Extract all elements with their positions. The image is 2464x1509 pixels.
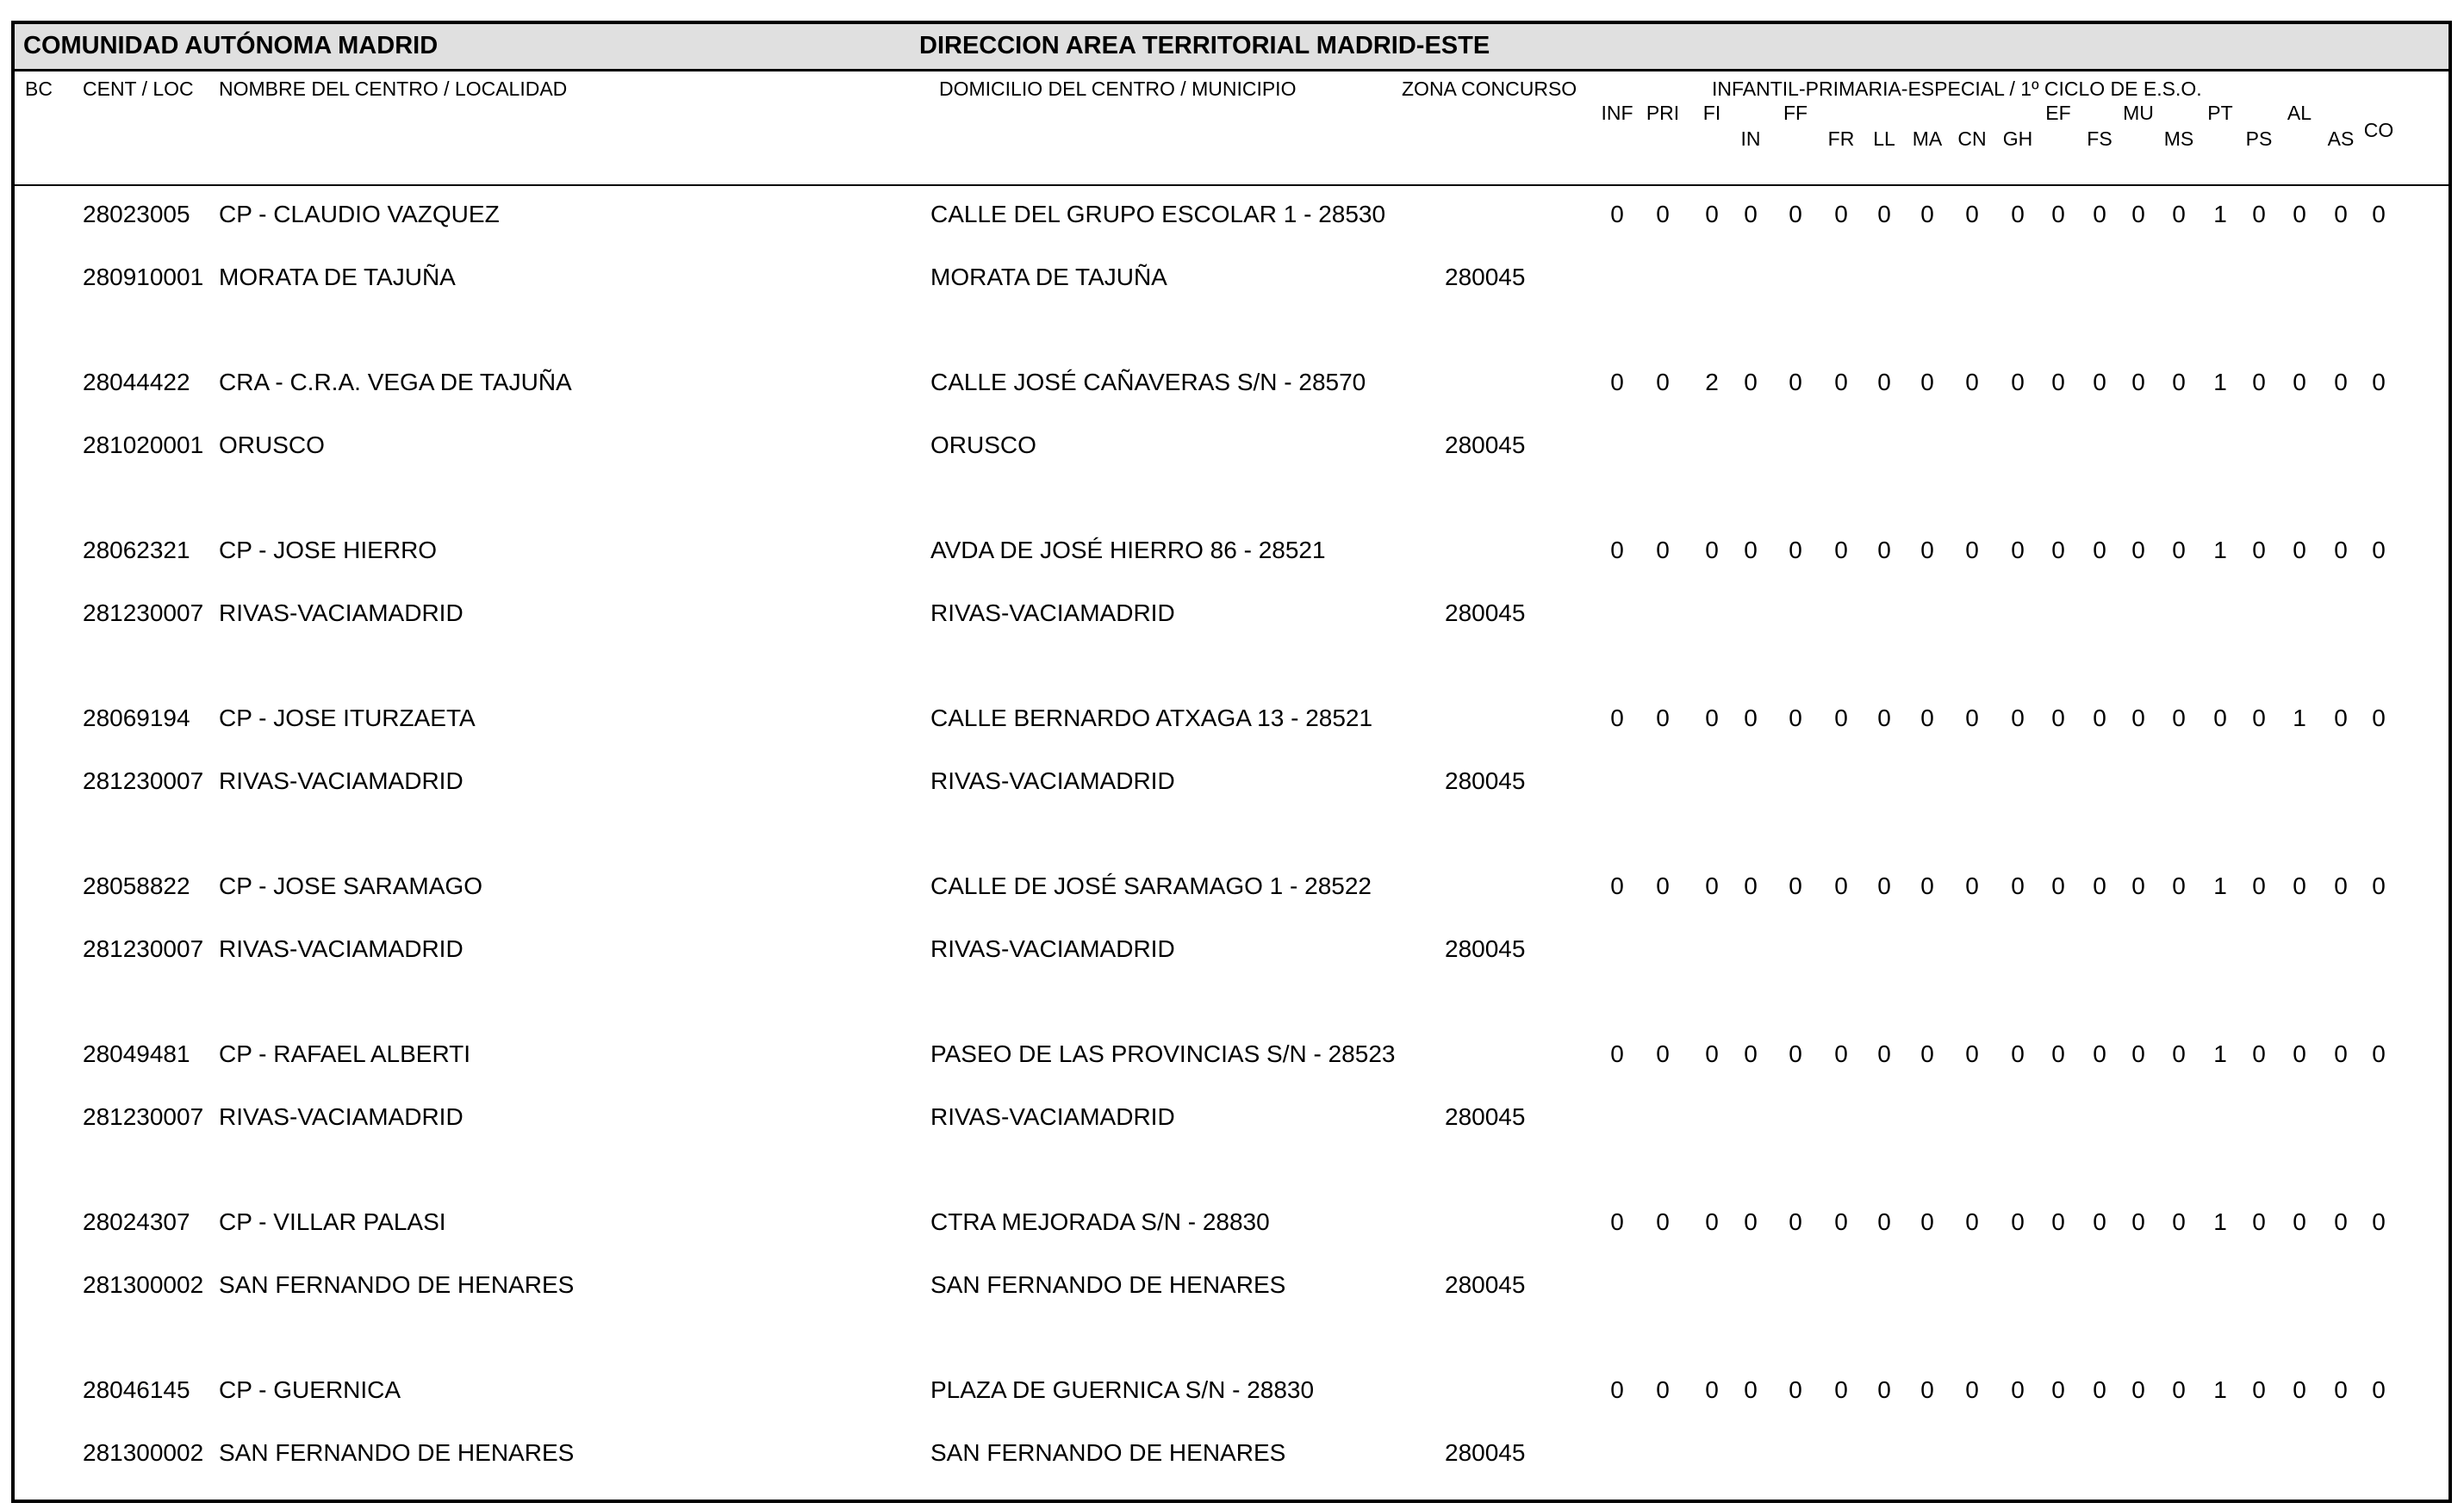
header-domicilio: DOMICILIO DEL CENTRO / MUNICIPIO (939, 78, 1297, 100)
vacancy-count: 1 (2213, 201, 2227, 227)
record-center-line (15, 532, 2448, 568)
vacancy-count: 0 (1610, 1040, 1624, 1067)
municipality-name: ORUSCO (930, 432, 1036, 458)
vacancy-count: 0 (1834, 1376, 1848, 1403)
vacancy-count: 0 (1920, 705, 1934, 731)
vacancy-count: 0 (2172, 1040, 2186, 1067)
vacancy-count: 0 (1656, 537, 1670, 563)
vacancy-count: 0 (1834, 705, 1848, 731)
vacancy-count: 0 (1877, 1040, 1891, 1067)
municipality-name: RIVAS-VACIAMADRID (930, 935, 1175, 962)
center-name: CP - RAFAEL ALBERTI (219, 1040, 471, 1067)
vacancy-count: 0 (2334, 537, 2348, 563)
vacancy-count: 0 (1789, 201, 1802, 227)
vacancy-count: 0 (1877, 705, 1891, 731)
vacancy-count: 0 (1705, 705, 1719, 731)
vacancy-count: 0 (2131, 201, 2145, 227)
locality-code: 281230007 (83, 767, 204, 794)
locality-name: SAN FERNANDO DE HENARES (219, 1271, 575, 1298)
header-bc: BC (25, 78, 53, 100)
vacancy-count: 0 (1877, 201, 1891, 227)
center-name: CP - GUERNICA (219, 1376, 401, 1403)
municipality-name: MORATA DE TAJUÑA (930, 264, 1167, 290)
vacancy-count: 0 (2252, 705, 2266, 731)
vacancy-count: 0 (2093, 537, 2106, 563)
vacancy-count: 0 (2293, 369, 2306, 395)
vacancy-count: 0 (1965, 201, 1979, 227)
vacancy-count: 0 (2372, 705, 2386, 731)
vacancy-count: 0 (2051, 1040, 2065, 1067)
subject-header: AL (2287, 102, 2312, 124)
vacancy-count: 0 (2051, 1208, 2065, 1235)
header-nombre: NOMBRE DEL CENTRO / LOCALIDAD (219, 78, 568, 100)
vacancy-count: 0 (1789, 1040, 1802, 1067)
zone-code: 280045 (1445, 599, 1526, 626)
vacancy-count: 0 (2051, 537, 2065, 563)
center-code: 28023005 (83, 201, 190, 227)
vacancy-count: 0 (2131, 872, 2145, 899)
center-address: CALLE JOSÉ CAÑAVERAS S/N - 28570 (930, 369, 1366, 395)
subject-header: PRI (1646, 102, 1680, 124)
vacancy-count: 0 (1744, 369, 1758, 395)
center-code: 28049481 (83, 1040, 190, 1067)
vacancy-count: 0 (1744, 872, 1758, 899)
subject-header: INF (1601, 102, 1633, 124)
center-address: CTRA MEJORADA S/N - 28830 (930, 1208, 1270, 1235)
vacancy-count: 0 (2172, 369, 2186, 395)
subject-header: IN (1740, 127, 1761, 150)
vacancy-count: 0 (2252, 1376, 2266, 1403)
report-frame (11, 21, 2452, 1503)
vacancy-count: 0 (2372, 201, 2386, 227)
vacancy-count: 1 (2213, 369, 2227, 395)
record-center-line (15, 196, 2448, 233)
vacancy-count: 0 (2011, 1208, 2025, 1235)
vacancy-count: 0 (1877, 872, 1891, 899)
center-name: CP - JOSE SARAMAGO (219, 872, 482, 899)
center-address: CALLE BERNARDO ATXAGA 13 - 28521 (930, 705, 1373, 731)
header-zona: ZONA CONCURSO (1402, 78, 1577, 100)
center-code: 28044422 (83, 369, 190, 395)
vacancy-count: 0 (2131, 1208, 2145, 1235)
vacancy-count: 0 (1744, 201, 1758, 227)
vacancy-count: 0 (2172, 201, 2186, 227)
vacancy-count: 1 (2213, 1376, 2227, 1403)
subject-header: PS (2245, 127, 2273, 150)
vacancy-count: 0 (2131, 1376, 2145, 1403)
vacancy-count: 0 (2093, 369, 2106, 395)
locality-code: 281020001 (83, 432, 204, 458)
vacancy-count: 0 (2252, 201, 2266, 227)
subject-header: AS (2327, 127, 2355, 150)
vacancy-count: 0 (2372, 537, 2386, 563)
direction-title: DIRECCION AREA TERRITORIAL MADRID-ESTE (919, 32, 1490, 59)
vacancy-count: 1 (2213, 1040, 2227, 1067)
vacancy-count: 0 (1877, 369, 1891, 395)
record-locality-line (15, 427, 2448, 463)
locality-name: RIVAS-VACIAMADRID (219, 1103, 464, 1130)
vacancy-count: 0 (2252, 1208, 2266, 1235)
vacancy-count: 0 (2293, 872, 2306, 899)
vacancy-count: 0 (2293, 201, 2306, 227)
vacancy-count: 0 (1834, 1208, 1848, 1235)
vacancy-count: 0 (1610, 872, 1624, 899)
subject-header: GH (2002, 127, 2033, 150)
vacancy-count: 1 (2293, 705, 2306, 731)
title-bar (15, 24, 2448, 71)
vacancy-count: 0 (2011, 201, 2025, 227)
vacancy-count: 0 (1965, 537, 1979, 563)
record-locality-line (15, 1099, 2448, 1135)
vacancy-count: 0 (1610, 537, 1624, 563)
record-locality-line (15, 595, 2448, 631)
vacancy-count: 0 (1744, 1208, 1758, 1235)
locality-name: RIVAS-VACIAMADRID (219, 599, 464, 626)
zone-code: 280045 (1445, 935, 1526, 962)
vacancy-count: 0 (2093, 705, 2106, 731)
subject-header: MA (1912, 127, 1943, 150)
center-address: AVDA DE JOSÉ HIERRO 86 - 28521 (930, 537, 1326, 563)
vacancy-count: 0 (1705, 1040, 1719, 1067)
locality-code: 281300002 (83, 1271, 204, 1298)
vacancy-count: 0 (2372, 872, 2386, 899)
vacancy-count: 0 (2334, 1376, 2348, 1403)
vacancy-count: 0 (2172, 705, 2186, 731)
vacancy-count: 0 (2131, 369, 2145, 395)
vacancy-count: 0 (2293, 1376, 2306, 1403)
vacancy-count: 0 (1656, 705, 1670, 731)
vacancy-count: 0 (1834, 872, 1848, 899)
zone-code: 280045 (1445, 767, 1526, 794)
record-center-line (15, 868, 2448, 904)
vacancy-count: 0 (2334, 872, 2348, 899)
vacancy-count: 0 (1656, 1376, 1670, 1403)
center-address: PASEO DE LAS PROVINCIAS S/N - 28523 (930, 1040, 1396, 1067)
vacancy-count: 0 (1705, 1208, 1719, 1235)
center-name: CRA - C.R.A. VEGA DE TAJUÑA (219, 369, 572, 395)
vacancy-count: 0 (2252, 537, 2266, 563)
vacancy-count: 0 (2334, 1040, 2348, 1067)
vacancy-count: 0 (1789, 1208, 1802, 1235)
center-code: 28058822 (83, 872, 190, 899)
vacancy-count: 0 (1705, 201, 1719, 227)
vacancy-count: 0 (1744, 1376, 1758, 1403)
municipality-name: SAN FERNANDO DE HENARES (930, 1439, 1286, 1466)
vacancy-count: 0 (2051, 872, 2065, 899)
record-center-line (15, 700, 2448, 736)
vacancy-count: 0 (2093, 1208, 2106, 1235)
zone-code: 280045 (1445, 1103, 1526, 1130)
vacancy-count: 0 (2372, 369, 2386, 395)
vacancy-count: 0 (1656, 1040, 1670, 1067)
municipality-name: SAN FERNANDO DE HENARES (930, 1271, 1286, 1298)
vacancy-count: 0 (1656, 1208, 1670, 1235)
vacancy-count: 0 (2372, 1376, 2386, 1403)
vacancy-count: 0 (2293, 1208, 2306, 1235)
vacancy-count: 0 (2172, 1376, 2186, 1403)
zone-code: 280045 (1445, 432, 1526, 458)
center-code: 28024307 (83, 1208, 190, 1235)
subject-header: LL (1873, 127, 1895, 150)
zone-code: 280045 (1445, 264, 1526, 290)
vacancy-count: 0 (2131, 705, 2145, 731)
vacancy-count: 0 (2334, 201, 2348, 227)
vacancy-count: 0 (1656, 201, 1670, 227)
locality-name: ORUSCO (219, 432, 325, 458)
vacancy-count: 0 (2213, 705, 2227, 731)
vacancy-count: 0 (2252, 1040, 2266, 1067)
vacancy-count: 0 (2051, 1376, 2065, 1403)
vacancy-count: 0 (1656, 872, 1670, 899)
subject-header: MU (2123, 102, 2154, 124)
vacancy-count: 1 (2213, 537, 2227, 563)
vacancy-count: 0 (1920, 537, 1934, 563)
vacancy-count: 0 (1834, 1040, 1848, 1067)
subject-header: PT (2207, 102, 2233, 124)
vacancy-count: 0 (2093, 872, 2106, 899)
subject-header: EF (2045, 102, 2071, 124)
vacancy-count: 0 (2252, 872, 2266, 899)
locality-name: RIVAS-VACIAMADRID (219, 767, 464, 794)
subject-header: MS (2163, 127, 2194, 150)
header-group: INFANTIL-PRIMARIA-ESPECIAL / 1º CICLO DE E.S.O. (1712, 78, 2202, 100)
header-cent-loc: CENT / LOC (83, 78, 194, 100)
municipality-name: RIVAS-VACIAMADRID (930, 599, 1175, 626)
vacancy-count: 1 (2213, 872, 2227, 899)
vacancy-count: 0 (2093, 1376, 2106, 1403)
subject-header: CN (1957, 127, 1987, 150)
locality-code: 280910001 (83, 264, 204, 290)
vacancy-count: 0 (1965, 1208, 1979, 1235)
center-name: CP - VILLAR PALASI (219, 1208, 446, 1235)
vacancy-count: 0 (1656, 369, 1670, 395)
vacancy-count: 0 (2011, 1040, 2025, 1067)
vacancy-count: 0 (2172, 537, 2186, 563)
municipality-name: RIVAS-VACIAMADRID (930, 1103, 1175, 1130)
vacancy-count: 0 (1744, 537, 1758, 563)
vacancy-count: 0 (2093, 201, 2106, 227)
vacancy-count: 0 (2011, 1376, 2025, 1403)
vacancy-count: 0 (1789, 705, 1802, 731)
record-locality-line (15, 931, 2448, 967)
vacancy-count: 0 (1834, 537, 1848, 563)
record-locality-line (15, 763, 2448, 799)
vacancy-count: 0 (2334, 705, 2348, 731)
center-address: CALLE DEL GRUPO ESCOLAR 1 - 28530 (930, 201, 1386, 227)
vacancy-count: 0 (1789, 872, 1802, 899)
record-locality-line (15, 1435, 2448, 1471)
vacancy-count: 0 (1834, 369, 1848, 395)
locality-name: SAN FERNANDO DE HENARES (219, 1439, 575, 1466)
vacancy-count: 0 (1877, 1208, 1891, 1235)
vacancy-count: 0 (1789, 537, 1802, 563)
locality-code: 281230007 (83, 1103, 204, 1130)
record-locality-line (15, 1267, 2448, 1303)
subject-header: FS (2087, 127, 2112, 150)
vacancy-count: 0 (1610, 369, 1624, 395)
zone-code: 280045 (1445, 1439, 1526, 1466)
vacancy-count: 1 (2213, 1208, 2227, 1235)
locality-name: RIVAS-VACIAMADRID (219, 935, 464, 962)
locality-code: 281230007 (83, 935, 204, 962)
center-code: 28062321 (83, 537, 190, 563)
record-center-line (15, 364, 2448, 401)
vacancy-count: 2 (1705, 369, 1719, 395)
vacancy-count: 0 (2011, 537, 2025, 563)
vacancy-count: 0 (2011, 369, 2025, 395)
vacancy-count: 0 (1965, 705, 1979, 731)
vacancy-count: 0 (2293, 1040, 2306, 1067)
vacancy-count: 0 (1789, 369, 1802, 395)
record-center-line (15, 1372, 2448, 1408)
municipality-name: RIVAS-VACIAMADRID (930, 767, 1175, 794)
vacancy-count: 0 (2011, 705, 2025, 731)
vacancy-count: 0 (2051, 369, 2065, 395)
vacancy-count: 0 (1705, 537, 1719, 563)
center-name: CP - CLAUDIO VAZQUEZ (219, 201, 500, 227)
vacancy-count: 0 (1705, 1376, 1719, 1403)
vacancy-count: 0 (1834, 201, 1848, 227)
vacancy-count: 0 (1610, 1208, 1624, 1235)
vacancy-count: 0 (1920, 201, 1934, 227)
subject-header: FF (1783, 102, 1808, 124)
vacancy-count: 0 (1877, 537, 1891, 563)
locality-code: 281300002 (83, 1439, 204, 1466)
record-center-line (15, 1036, 2448, 1072)
center-address: CALLE DE JOSÉ SARAMAGO 1 - 28522 (930, 872, 1372, 899)
vacancy-count: 0 (2372, 1208, 2386, 1235)
vacancy-count: 0 (2172, 1208, 2186, 1235)
center-code: 28069194 (83, 705, 190, 731)
vacancy-count: 0 (1920, 1376, 1934, 1403)
vacancy-count: 0 (2372, 1040, 2386, 1067)
vacancy-count: 0 (1965, 1040, 1979, 1067)
subject-header: CO (2363, 119, 2394, 141)
vacancy-count: 0 (2293, 537, 2306, 563)
locality-name: MORATA DE TAJUÑA (219, 264, 456, 290)
vacancy-count: 0 (2252, 369, 2266, 395)
vacancy-count: 0 (1920, 1208, 1934, 1235)
vacancy-count: 0 (1965, 369, 1979, 395)
record-locality-line (15, 259, 2448, 295)
vacancy-count: 0 (1705, 872, 1719, 899)
vacancy-count: 0 (1965, 872, 1979, 899)
record-center-line (15, 1204, 2448, 1240)
locality-code: 281230007 (83, 599, 204, 626)
vacancy-count: 0 (2011, 872, 2025, 899)
vacancy-count: 0 (2334, 1208, 2348, 1235)
vacancy-count: 0 (1610, 201, 1624, 227)
center-name: CP - JOSE ITURZAETA (219, 705, 476, 731)
vacancy-count: 0 (1744, 1040, 1758, 1067)
vacancy-count: 0 (2334, 369, 2348, 395)
subject-header: FR (1827, 127, 1855, 150)
vacancy-count: 0 (1610, 705, 1624, 731)
zone-code: 280045 (1445, 1271, 1526, 1298)
vacancy-count: 0 (1877, 1376, 1891, 1403)
vacancy-count: 0 (1965, 1376, 1979, 1403)
center-code: 28046145 (83, 1376, 190, 1403)
subject-header: FI (1702, 102, 1721, 124)
vacancy-count: 0 (1610, 1376, 1624, 1403)
vacancy-count: 0 (1920, 872, 1934, 899)
vacancy-count: 0 (2093, 1040, 2106, 1067)
vacancy-count: 0 (2131, 537, 2145, 563)
center-name: CP - JOSE HIERRO (219, 537, 438, 563)
center-address: PLAZA DE GUERNICA S/N - 28830 (930, 1376, 1315, 1403)
column-headers (15, 71, 2448, 186)
vacancy-count: 0 (1744, 705, 1758, 731)
vacancy-count: 0 (2172, 872, 2186, 899)
vacancy-count: 0 (2131, 1040, 2145, 1067)
vacancy-count: 0 (1920, 369, 1934, 395)
vacancy-count: 0 (2051, 201, 2065, 227)
region-title: COMUNIDAD AUTÓNOMA MADRID (23, 32, 439, 59)
vacancy-count: 0 (2051, 705, 2065, 731)
vacancy-count: 0 (1920, 1040, 1934, 1067)
vacancy-count: 0 (1789, 1376, 1802, 1403)
